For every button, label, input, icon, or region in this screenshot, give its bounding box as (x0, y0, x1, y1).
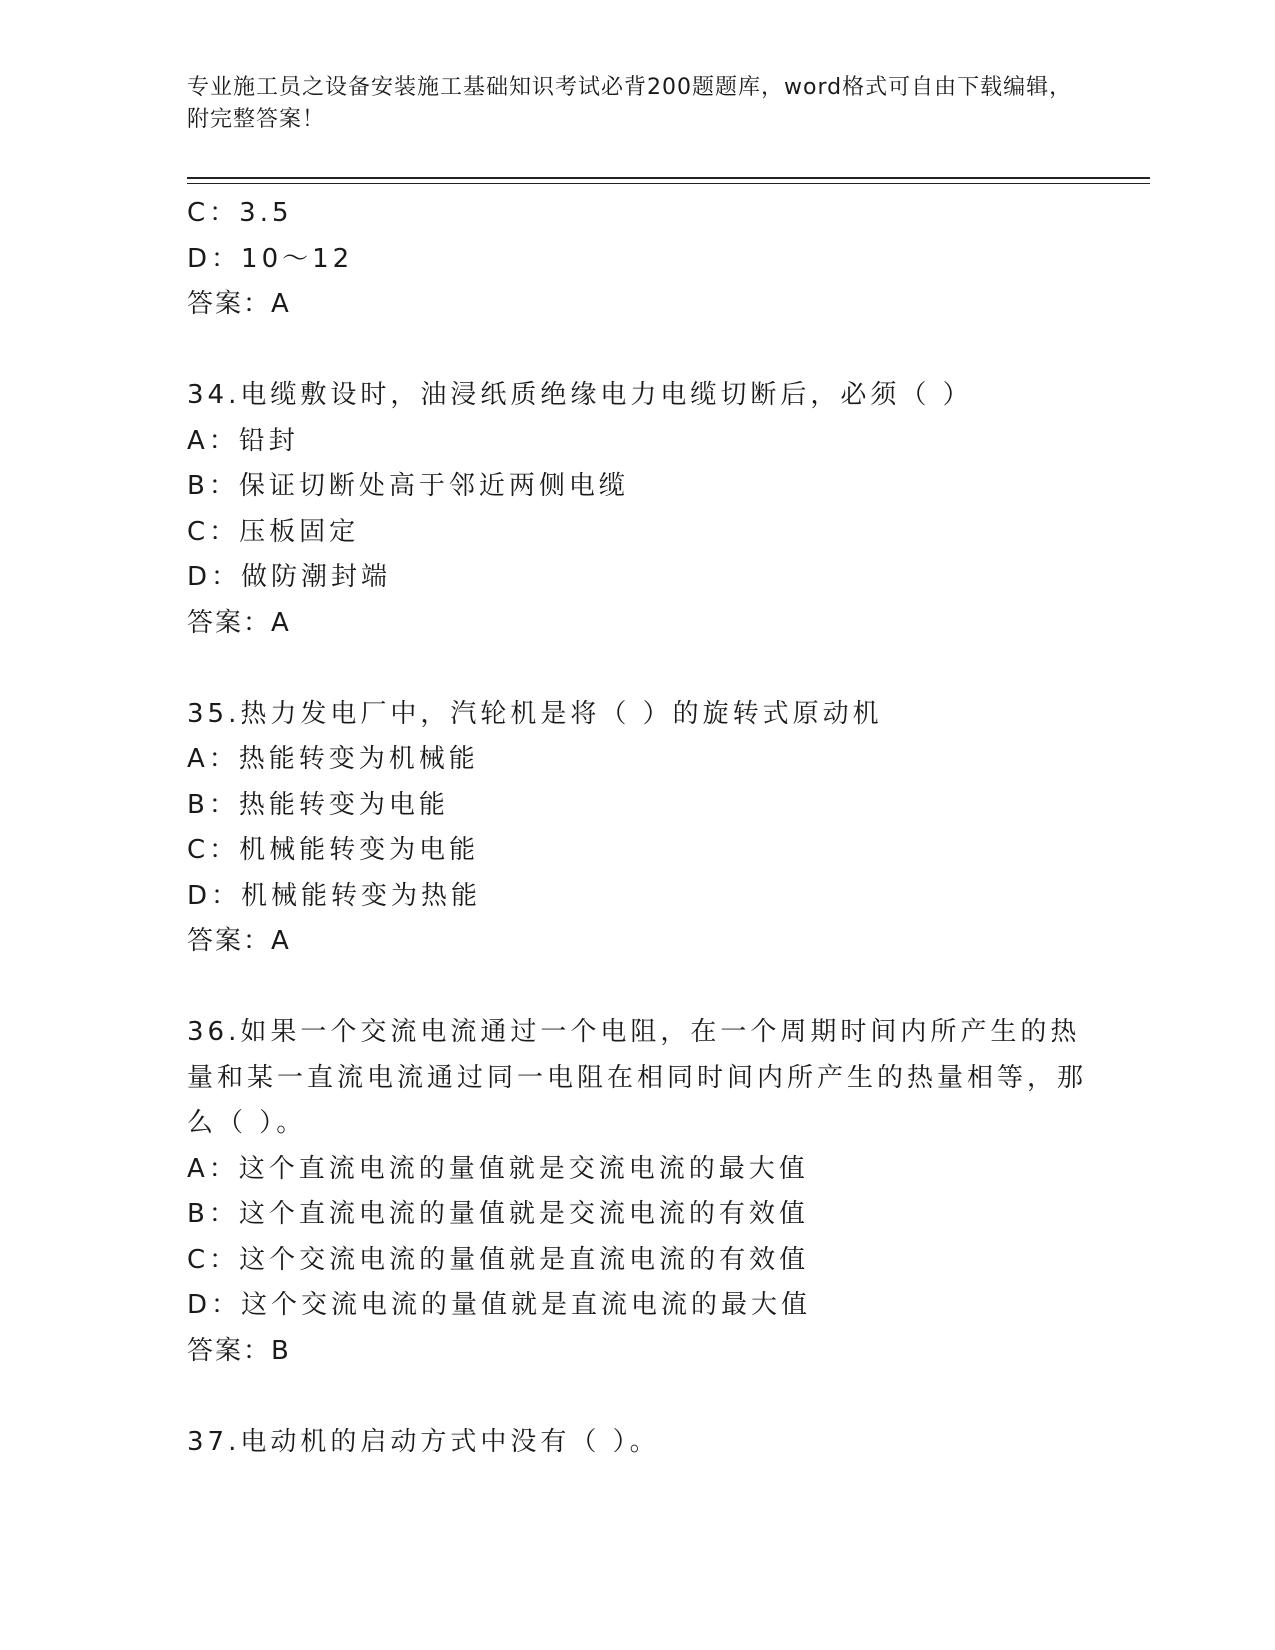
document-header (187, 72, 1087, 136)
option-c: C：机械能转变为电能 (187, 835, 480, 865)
header-title: 专业施工员之设备安装施工基础知识考试必背200题题库，word格式可自由下载编辑，附完整答案！ (187, 75, 1073, 132)
question-stem: 36.如果一个交流电流通过一个电阻，在一个周期时间内所产生的热量和某一直流电流通过同一电阻在相同时间内所产生的热量相等，那么（ ）。 (187, 1017, 1088, 1138)
option-d: D：做防潮封端 (187, 562, 392, 592)
spacer (187, 646, 1087, 692)
header-divider-thick (187, 177, 1150, 179)
header-divider-thin (187, 183, 1150, 184)
question-37 (187, 1420, 1087, 1466)
question-stem: 35.热力发电厂中，汽轮机是将（ ）的旋转式原动机 (187, 698, 883, 729)
answer: 答案：A (187, 926, 291, 956)
option-c: C：这个交流电流的量值就是直流电流的有效值 (187, 1244, 810, 1275)
question-36 (187, 1010, 1087, 1374)
option-b: B：这个直流电流的量值就是交流电流的有效值 (187, 1199, 809, 1229)
option-c: C：3.5 (187, 198, 293, 228)
spacer (187, 328, 1087, 374)
answer: 答案：B (187, 1335, 291, 1366)
option-a: A：铅封 (187, 425, 299, 456)
spacer (187, 965, 1087, 1011)
question-33-continuation (187, 191, 1087, 328)
option-c: C：压板固定 (187, 516, 360, 547)
option-d: D：这个交流电流的量值就是直流电流的最大值 (187, 1290, 812, 1320)
question-34 (187, 373, 1087, 646)
option-a: A：热能转变为机械能 (187, 744, 479, 774)
option-d: D：10～12 (187, 243, 354, 274)
option-a: A：这个直流电流的量值就是交流电流的最大值 (187, 1153, 809, 1184)
answer: 答案：A (187, 607, 291, 638)
question-stem: 37.电动机的启动方式中没有（ ）。 (187, 1426, 660, 1457)
spacer (187, 1374, 1087, 1420)
option-d: D：机械能转变为热能 (187, 880, 482, 911)
question-list (187, 191, 1087, 1465)
option-b: B：保证切断处高于邻近两侧电缆 (187, 471, 629, 501)
answer: 答案：A (187, 289, 291, 319)
option-b: B：热能转变为电能 (187, 789, 449, 820)
question-stem: 34.电缆敷设时，油浸纸质绝缘电力电缆切断后，必须（ ） (187, 380, 973, 410)
question-35 (187, 692, 1087, 965)
